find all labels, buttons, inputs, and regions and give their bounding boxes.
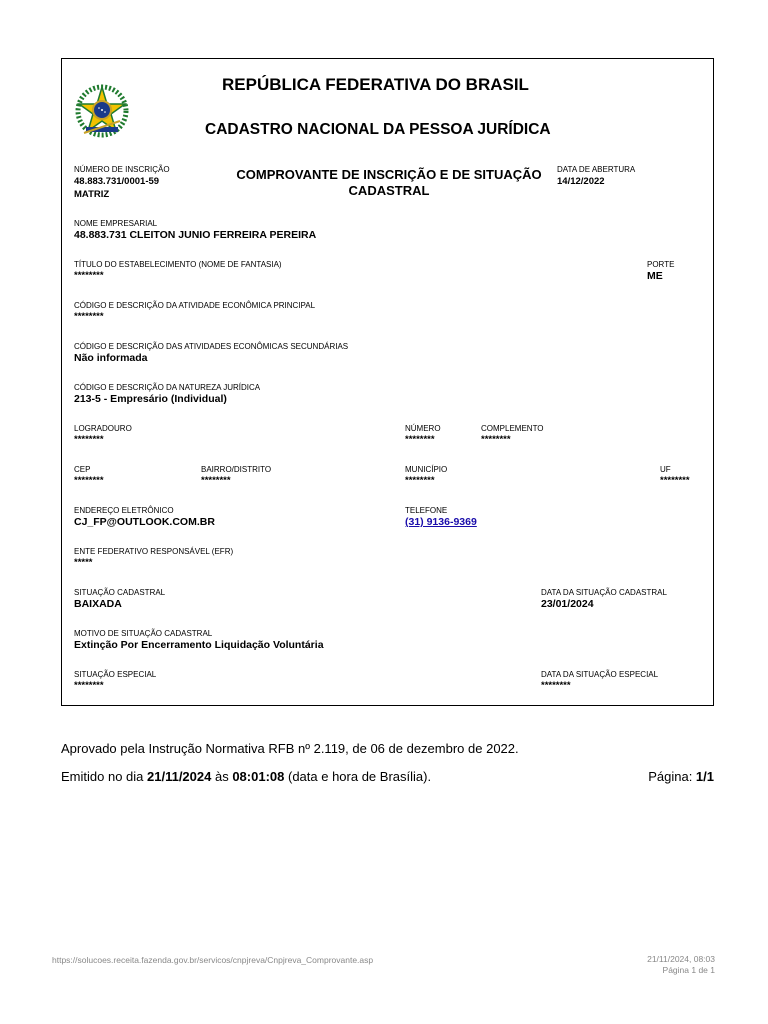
print-datetime: 21/11/2024, 08:03 — [647, 954, 715, 964]
page-indicator — [648, 769, 714, 784]
emission-suffix: (data e hora de Brasília). — [284, 769, 432, 784]
logradouro-label: LOGRADOURO — [74, 424, 132, 433]
print-page: Página 1 de 1 — [662, 965, 715, 975]
inscricao-value: 48.883.731/0001-59 — [74, 176, 160, 187]
approval-note: Aprovado pela Instrução Normativa RFB nº 2.119, de 06 de dezembro de 2022. — [61, 741, 519, 756]
country-title: REPÚBLICA FEDERATIVA DO BRASIL — [222, 75, 529, 94]
registry-title: CADASTRO NACIONAL DA PESSOA JURÍDICA — [205, 121, 551, 138]
email-value: CJ_FP@OUTLOOK.COM.BR — [74, 516, 215, 528]
data-situacao-label: DATA DA SITUAÇÃO CADASTRAL — [541, 588, 667, 597]
emission-date: 21/11/2024 — [147, 769, 212, 784]
data-situacao-especial-label: DATA DA SITUAÇÃO ESPECIAL — [541, 670, 659, 679]
natureza-value: 213-5 - Empresário (Individual) — [74, 393, 227, 405]
fantasia-value: ******** — [74, 270, 104, 281]
emission-prefix: Emitido no dia — [61, 769, 147, 784]
uf-label: UF — [660, 465, 671, 474]
motivo-label: MOTIVO DE SITUAÇÃO CADASTRAL — [74, 629, 213, 638]
motivo-value: Extinção Por Encerramento Liquidação Voluntária — [74, 639, 324, 651]
emission-time: 08:01:08 — [232, 769, 285, 784]
print-url: https://solucoes.receita.fazenda.gov.br/servicos/cnpjreva/Cnpjreva_Comprovante.asp — [52, 955, 374, 965]
inscricao-label: NÚMERO DE INSCRIÇÃO — [74, 165, 170, 174]
atividades-secundarias-label: CÓDIGO E DESCRIÇÃO DAS ATIVIDADES ECONÔMICAS SECUNDÁRIAS — [74, 342, 349, 351]
fantasia-label: TÍTULO DO ESTABELECIMENTO (NOME DE FANTASIA) — [74, 260, 282, 269]
porte-value: ME — [647, 270, 663, 282]
data-situacao-especial-value: ******** — [541, 680, 571, 691]
atividades-secundarias-value: Não informada — [74, 352, 148, 364]
telefone-link[interactable]: (31) 9136-9369 — [405, 516, 477, 528]
situacao-especial-value: ******** — [74, 680, 104, 691]
efr-value: ***** — [74, 557, 93, 568]
bairro-label: BAIRRO/DISTRITO — [201, 465, 272, 474]
situacao-value: BAIXADA — [74, 598, 122, 610]
cep-value: ******** — [74, 475, 104, 486]
emission-mid: às — [211, 769, 233, 784]
efr-label: ENTE FEDERATIVO RESPONSÁVEL (EFR) — [74, 547, 234, 556]
numero-value: ******** — [405, 434, 435, 445]
complemento-label: COMPLEMENTO — [481, 424, 544, 433]
abertura-label: DATA DE ABERTURA — [557, 165, 636, 174]
cep-label: CEP — [74, 465, 91, 474]
municipio-label: MUNICÍPIO — [405, 465, 448, 474]
emission-note — [61, 769, 431, 784]
natureza-label: CÓDIGO E DESCRIÇÃO DA NATUREZA JURÍDICA — [74, 383, 261, 392]
logradouro-value: ******** — [74, 434, 104, 445]
uf-value: ******** — [660, 475, 690, 486]
atividade-principal-label: CÓDIGO E DESCRIÇÃO DA ATIVIDADE ECONÔMICA PRINCIPAL — [74, 301, 316, 310]
page-label: Página: — [648, 769, 696, 784]
bairro-value: ******** — [201, 475, 231, 486]
nome-value: 48.883.731 CLEITON JUNIO FERREIRA PEREIRA — [74, 229, 317, 241]
document-title: COMPROVANTE DE INSCRIÇÃO E DE SITUAÇÃO CADASTRAL — [236, 167, 542, 198]
brasil-coat-of-arms-icon — [74, 83, 130, 139]
porte-label: PORTE — [647, 260, 675, 269]
print-meta — [647, 954, 715, 976]
document-frame — [61, 58, 714, 706]
atividade-principal-value: ******** — [74, 311, 104, 322]
inscricao-type: MATRIZ — [74, 189, 110, 200]
data-situacao-value: 23/01/2024 — [541, 598, 594, 610]
nome-label: NOME EMPRESARIAL — [74, 219, 158, 228]
situacao-label: SITUAÇÃO CADASTRAL — [74, 588, 166, 597]
email-label: ENDEREÇO ELETRÔNICO — [74, 506, 174, 515]
municipio-value: ******** — [405, 475, 435, 486]
abertura-value: 14/12/2022 — [557, 176, 605, 187]
situacao-especial-label: SITUAÇÃO ESPECIAL — [74, 670, 157, 679]
page-value: 1/1 — [695, 769, 714, 784]
complemento-value: ******** — [481, 434, 511, 445]
telefone-label: TELEFONE — [405, 506, 448, 515]
numero-label: NÚMERO — [405, 424, 441, 433]
